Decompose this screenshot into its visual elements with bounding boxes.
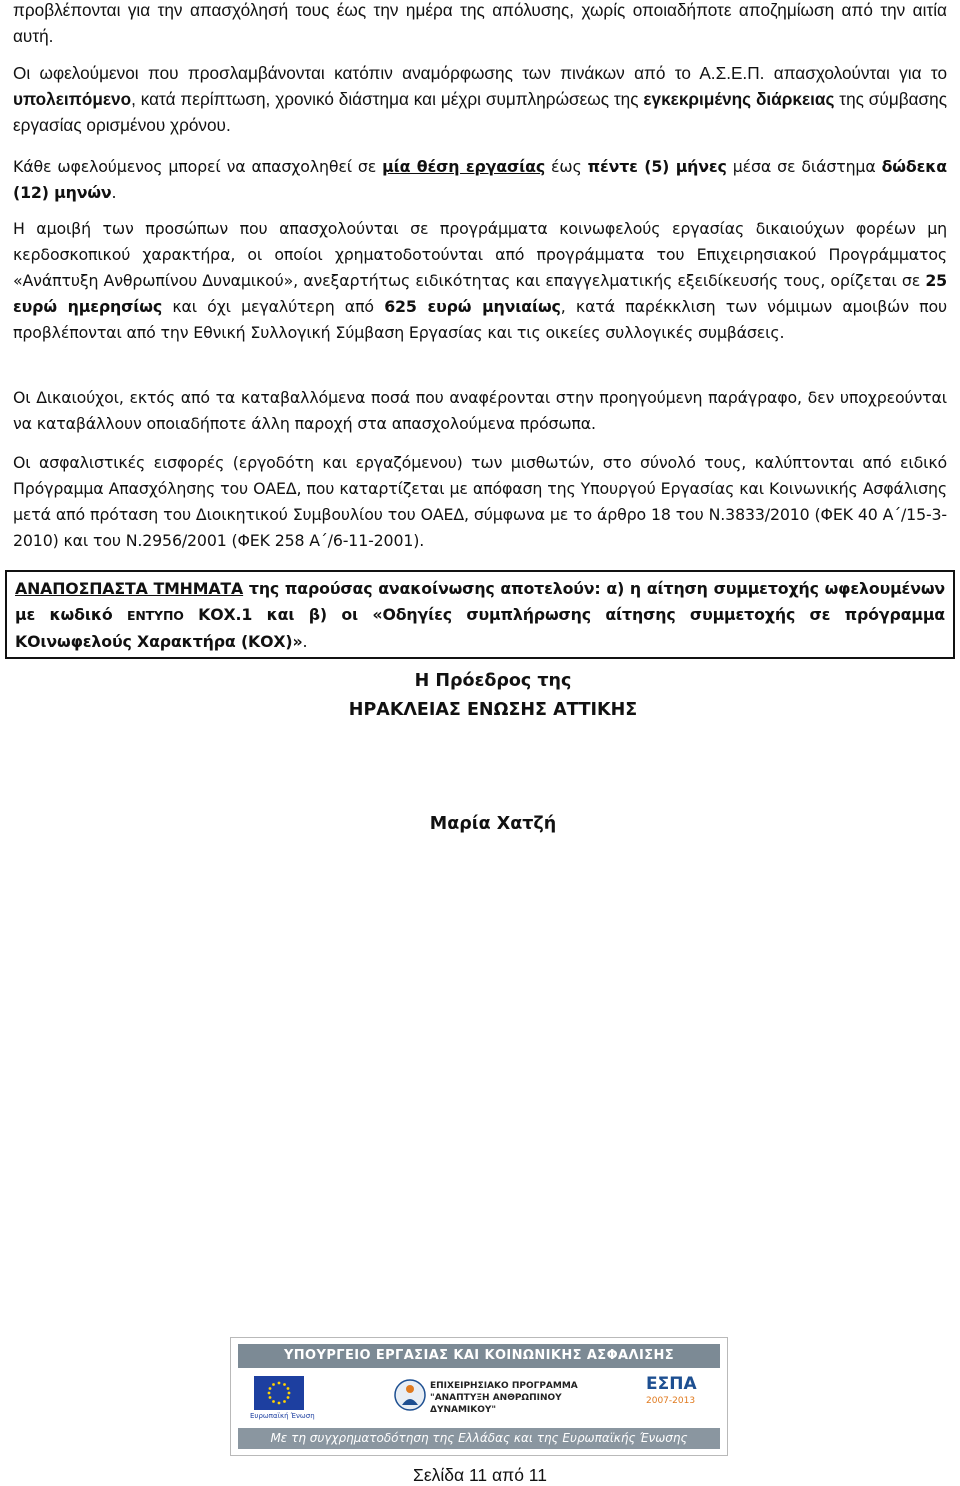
text-run: , κατά περίπτωση, χρονικό διάστημα και μέχρι συμπληρώσεως της	[131, 89, 644, 109]
text-run: .	[302, 632, 308, 651]
text-run: και όχι μεγαλύτερη από	[162, 297, 385, 316]
text-run: .	[111, 183, 117, 202]
text-run: Οι Δικαιούχοι, εκτός από τα καταβαλλόμενα ποσά που αναφέρονται στην προηγούμενη παράγραφο, δεν υποχρεούνται να καταβάλλουν οποιαδήποτε άλλη παροχή στα απασχολούμενα πρόσωπα.	[13, 388, 947, 433]
text-run: Η αμοιβή των προσώπων που απασχολούνται σε προγράμματα κοινωφελούς εργασίας δικαιούχων φορέων μη κερδοσκοπικού χαρακτήρα, οι οποίοι χρηματοδοτούνται από προγράμματα του Επιχειρησιακού Προγράμματος «Ανάπτυξη Ανθρωπίνου Δυναμικού», ανεξαρτήτως ειδικότητας και επαγγελματικής εξειδίκευσής τους, ορίζεται σε	[13, 219, 947, 290]
page-number: Σελίδα 11 από 11	[413, 1465, 547, 1485]
paragraph-employment-limit	[13, 154, 947, 206]
bold-run: ΕΝΤΥΠΟ	[126, 608, 184, 623]
bold-run: 625 ευρώ μηνιαίως	[384, 297, 561, 316]
op-line1: ΕΠΙΧΕΙΡΗΣΙΑΚΟ ΠΡΟΓΡΑΜΜΑ	[430, 1381, 578, 1391]
signature-role: Η Πρόεδρος της	[414, 671, 572, 691]
paragraph-dismissal	[13, 0, 947, 49]
bold-run: 25 ευρώ ημερησίως	[13, 271, 947, 316]
operational-programme-icon	[393, 1378, 427, 1412]
signature-name: Μαρία Χατζή	[429, 814, 557, 834]
text-run: έως	[545, 157, 588, 176]
text-run: μέσα σε διάστημα	[726, 157, 882, 176]
bold-run: δώδεκα (12) μηνών	[13, 157, 947, 202]
text-run: Οι ασφαλιστικές εισφορές (εργοδότη και εργαζόμενου) των μισθωτών, στο σύνολό τους, καλύπτονται από ειδικό Πρόγραμμα Απασχόλησης του ΟΑΕΔ, που καταρτίζεται με απόφαση της Υπουργού Εργασίας και Κοινωνικής Ασφάλισης μετά από πρόταση του Διοικητικού Συμβουλίου του ΟΑΕΔ, σύμφωνα με το άρθρο 18 του Ν.3833/2010 (ΦΕΚ 40 Α΄/15-3-2010) και του Ν.2956/2001 (ΦΕΚ 258 Α΄/6-11-2001).	[13, 453, 947, 550]
bold-run: πέντε (5) μήνες	[587, 157, 727, 176]
bold-run: της παρούσας ανακοίνωσης αποτελούν: α) η αίτηση συμμετοχής ωφελουμένων με κωδικό	[15, 579, 946, 624]
text-run: της σύμβασης εργασίας ορισμένου χρόνου.	[13, 89, 947, 135]
text-run: , κατά παρέκκλιση των νόμιμων αμοιβών που προβλέπονται από την Εθνική Συλλογική Σύμβαση Εργασίας και τις οικείες συλλογικές συμβάσεις.	[13, 297, 948, 342]
cofunding-band: Με τη συγχρηματοδότηση της Ελλάδας και της Ευρωπαϊκής Ένωσης	[238, 1428, 720, 1449]
espa-title: ΕΣΠΑ	[646, 1374, 697, 1394]
espa-logo	[636, 1374, 718, 1424]
operational-programme-text	[430, 1380, 630, 1416]
paragraph-remuneration	[13, 216, 947, 346]
logo-strip	[238, 1370, 720, 1426]
bold-run: ΚΟΧ.1 και β) οι «Οδηγίες συμπλήρωσης αίτησης συμμετοχής σε πρόγραμμα ΚΟινωφελούς Χαρακτήρα (ΚΟΧ)»	[15, 605, 946, 651]
funding-logo-banner	[230, 1337, 728, 1456]
paragraph-asep-beneficiaries	[13, 60, 947, 138]
paragraph-text: προβλέπονται για την απασχόλησή τους έως την ημέρα της απόλυσης, χωρίς οποιαδήποτε αποζημίωση από την αιτία αυτή.	[13, 0, 947, 46]
paragraph-insurance-contributions	[13, 450, 947, 554]
eu-caption: Ευρωπαϊκή Ένωση	[250, 1412, 315, 1420]
eu-flag-icon	[254, 1376, 304, 1410]
text-run: Οι ωφελούμενοι που προσλαμβάνονται κατόπιν αναμόρφωσης των πινάκων από το Α.Σ.Ε.Π. απασχολούνται για το	[13, 63, 947, 83]
paragraph-beneficiaries-obligations	[13, 385, 947, 437]
ministry-band: ΥΠΟΥΡΓΕΙΟ ΕΡΓΑΣΙΑΣ ΚΑΙ ΚΟΙΝΩΝΙΚΗΣ ΑΣΦΑΛΙΣΗΣ	[238, 1344, 720, 1368]
integral-parts-box	[5, 570, 955, 659]
signature-organization: ΗΡΑΚΛΕΙΑΣ ΕΝΩΣΗΣ ΑΤΤΙΚΗΣ	[348, 700, 638, 720]
op-line2: "ΑΝΑΠΤΥΞΗ ΑΝΘΡΩΠΙΝΟΥ ΔΥΝΑΜΙΚΟΥ"	[430, 1393, 562, 1415]
bold-run: υπολειπόμενο	[13, 89, 132, 109]
espa-years: 2007-2013	[646, 1396, 696, 1406]
underlined-run: μία θέση εργασίας	[382, 157, 546, 176]
underlined-run: ΑΝΑΠΟΣΠΑΣΤΑ ΤΜΗΜΑΤΑ	[15, 579, 244, 598]
bold-run: εγκεκριμένης διάρκειας	[643, 89, 835, 109]
text-run: Κάθε ωφελούμενος μπορεί να απασχοληθεί σε	[13, 157, 383, 176]
